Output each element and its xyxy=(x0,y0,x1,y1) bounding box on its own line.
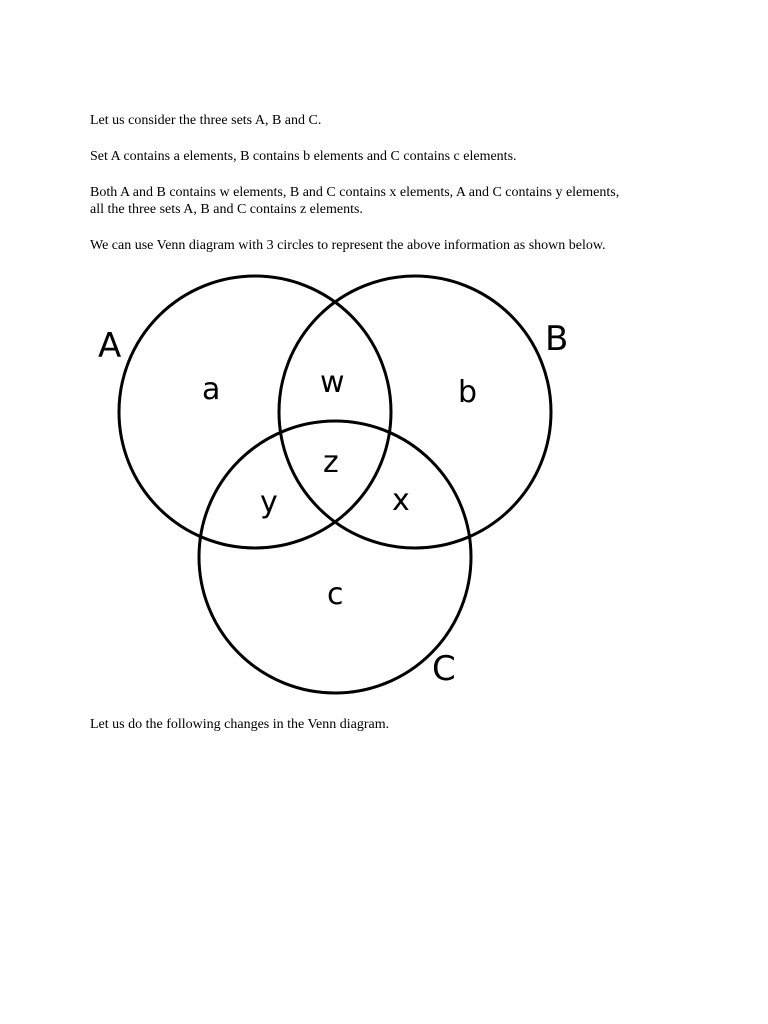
set-a-label: A xyxy=(98,326,122,366)
region-b-label: b xyxy=(458,375,478,410)
overlaps-line-1: Both A and B contains w elements, B and C contains x elements, A and C contains y elements, xyxy=(90,185,620,200)
set-sizes-paragraph: Set A contains a elements, B contains b elements and C contains c elements. xyxy=(90,149,517,164)
set-b-label: B xyxy=(545,319,569,359)
venn-intro-paragraph: We can use Venn diagram with 3 circles to represent the above information as shown below. xyxy=(90,238,606,253)
changes-paragraph: Let us do the following changes in the Venn diagram. xyxy=(90,717,390,732)
set-b-circle xyxy=(279,276,551,548)
region-z-label: z xyxy=(323,445,339,480)
region-x-label: x xyxy=(392,483,410,518)
set-c-label: C xyxy=(432,649,456,689)
intro-paragraph: Let us consider the three sets A, B and C. xyxy=(90,113,322,128)
overlaps-line-2: all the three sets A, B and C contains z elements. xyxy=(90,202,363,217)
region-w-label: w xyxy=(320,365,345,400)
region-a-label: a xyxy=(202,372,221,407)
set-a-circle xyxy=(119,276,391,548)
region-c-label: c xyxy=(327,577,344,612)
region-y-label: y xyxy=(260,485,278,520)
